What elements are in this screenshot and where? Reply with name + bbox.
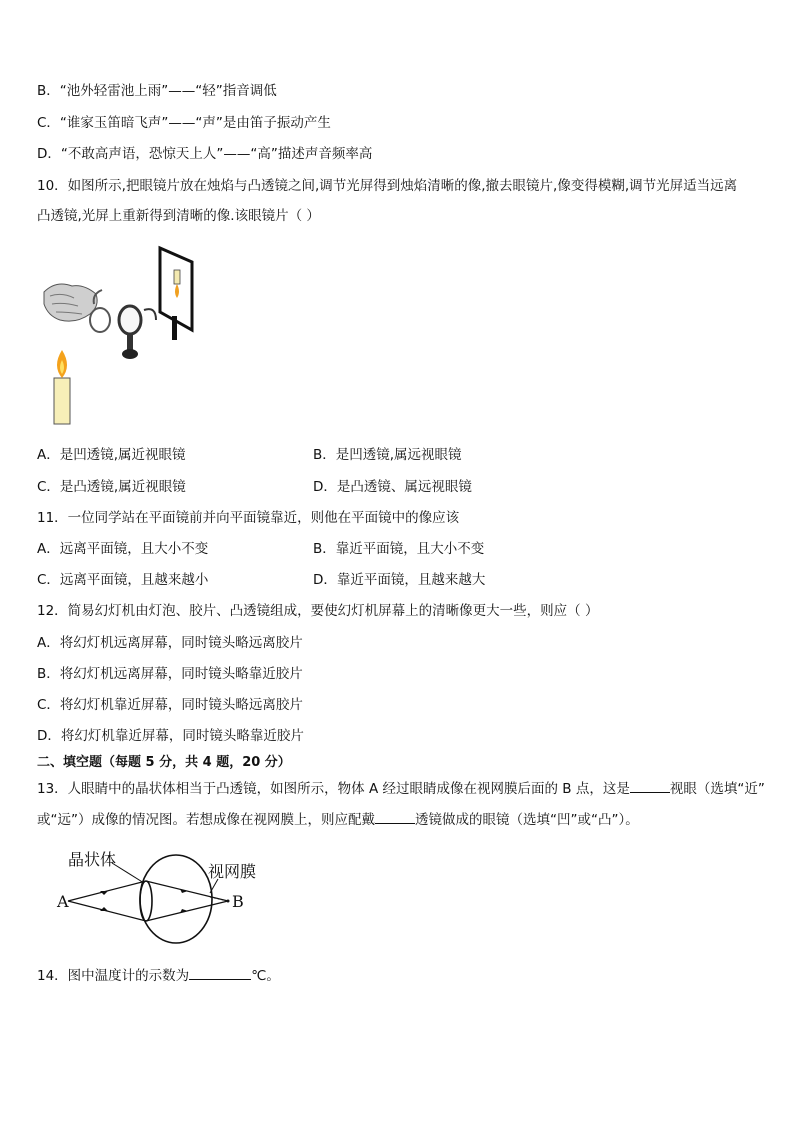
section-heading-fill-in: 二、填空题（每题 5 分，共 4 题，20 分） (37, 755, 291, 770)
q14-line (37, 966, 280, 985)
eyeglass-lens (90, 308, 110, 332)
label-point-a: A (57, 892, 69, 911)
q10-stem-line1: 10．如图所示,把眼镜片放在烛焰与凸透镜之间,调节光屏得到烛焰清晰的像,撤去眼镜片,像变得模糊,调节光屏适当远离 (37, 178, 738, 194)
candle (54, 378, 70, 424)
q14-text-a: 14．图中温度计的示数为 (37, 968, 190, 984)
q10-stem-line2: 凸透镜,光屏上重新得到清晰的像.该眼镜片（ ） (37, 208, 320, 224)
q10-option-d: D．是凸透镜、属远视眼镜 (313, 479, 472, 495)
q12-option-c: C．将幻灯机靠近屏幕，同时镜头略远离胶片 (37, 697, 303, 713)
q11-option-c: C．远离平面镜，且越来越小 (37, 572, 209, 588)
q12-stem: 12．简易幻灯机由灯泡、胶片、凸透镜组成，要使幻灯机屏幕上的清晰像更大一些，则应（ ） (37, 603, 599, 619)
q9-option-d: D．“不敢高声语，恐惊天上人”——“高”描述声音频率高 (37, 146, 373, 162)
q13-figure-eye-diagram (52, 845, 292, 947)
q14-text-b: ℃。 (251, 968, 280, 984)
q14-blank[interactable] (189, 966, 251, 980)
q10-figure-eyeglass-candle-lens-screen (38, 240, 218, 426)
crystalline-lens (140, 881, 152, 921)
q10-option-c: C．是凸透镜,属近视眼镜 (37, 479, 186, 495)
lens-base (122, 349, 138, 359)
q13-blank-1[interactable] (630, 779, 670, 793)
q9-option-b: B．“池外轻雷池上雨”——“轻”指音调低 (37, 83, 277, 99)
q13-line2-text-a: 或“远”）成像的情况图。若想成像在视网膜上，则应配戴 (37, 812, 375, 828)
label-lens: 晶状体 (68, 850, 117, 869)
q12-option-d: D．将幻灯机靠近屏幕，同时镜头略靠近胶片 (37, 728, 304, 744)
q10-option-b: B．是凹透镜,属远视眼镜 (313, 447, 462, 463)
q11-option-d: D．靠近平面镜，且越来越大 (313, 572, 486, 588)
q9-option-c: C．“谁家玉笛暗飞声”——“声”是由笛子振动产生 (37, 115, 331, 131)
q12-option-b: B．将幻灯机远离屏幕，同时镜头略靠近胶片 (37, 666, 303, 682)
screen-stand (172, 316, 177, 340)
hand (44, 284, 97, 321)
q11-stem: 11．一位同学站在平面镜前并向平面镜靠近，则他在平面镜中的像应该 (37, 510, 460, 526)
eyeball (140, 855, 212, 943)
label-point-b: B (232, 892, 244, 911)
convex-lens (119, 306, 141, 334)
label-retina: 视网膜 (208, 862, 257, 881)
q13-line1-text-b: 视眼（选填“近” (669, 781, 765, 797)
q11-option-b: B．靠近平面镜，且大小不变 (313, 541, 485, 557)
q13-line2-text-b: 透镜做成的眼镜（选填“凹”或“凸”）。 (415, 812, 639, 828)
screen-image-candle (174, 270, 180, 284)
q13-line2 (37, 810, 639, 829)
q12-option-a: A．将幻灯机远离屏幕，同时镜头略远离胶片 (37, 635, 303, 651)
q13-line1-text-a: 13．人眼睛中的晶状体相当于凸透镜，如图所示，物体 A 经过眼睛成像在视网膜后面的 B 点，这是 (37, 781, 630, 797)
q13-line1 (37, 779, 765, 798)
q13-blank-2[interactable] (375, 810, 415, 824)
q10-option-a: A．是凹透镜,属近视眼镜 (37, 447, 186, 463)
q11-option-a: A．远离平面镜，且大小不变 (37, 541, 209, 557)
